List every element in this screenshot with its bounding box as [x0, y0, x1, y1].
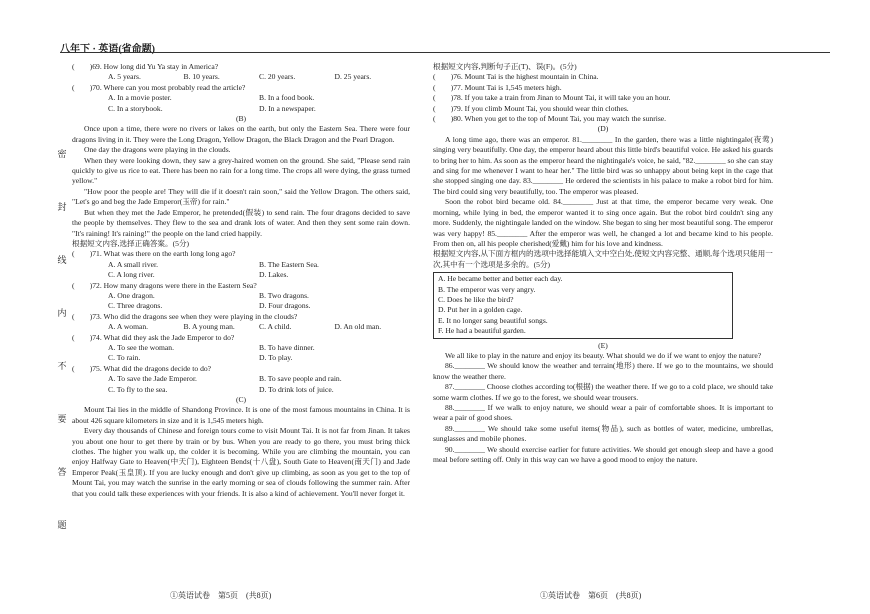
options-74: [72, 343, 410, 364]
option: A. A woman.: [108, 322, 149, 332]
left-column: [72, 62, 410, 499]
options-71: [72, 260, 410, 281]
seal-line-text: [55, 150, 69, 574]
option: B. To save people and rain.: [259, 374, 342, 384]
passage-c-paragraph: Every day thousands of Chinese and foreign tours come to visit Mount Tai. It is not far from Jinan. It takes you about one hour to get there by train or by bus. When you are ready to go there, you must bring thick clothes. The higher you walk up, the colder it is becoming. While you are climbing the mountain, you can enjoy Halfway Gate to Heaven(中天门), Eighteen Bends(十八盘), South Gate to Heaven(南天门) and Jade Emperor Peak(玉皇顶). If you are lucky enough and don't give up climbing, as soon as you get to the top of Mount Tai, you may watch the sunrise in the early morning or sea of clouds following the summer rain. After that you could talk these experiences with your friends. It is also a kind of achievement. You'll never forget it.: [72, 426, 410, 498]
option: C. 20 years.: [259, 72, 296, 82]
question-74: ( )74. What did they ask the Jade Emperor to do?: [72, 332, 235, 342]
question-72: ( )72. How many dragons were there in the Eastern Sea?: [72, 280, 257, 290]
options-box: [433, 272, 733, 338]
box-option: C. Does he like the bird?: [438, 294, 514, 304]
passage-e-paragraph: 89.________ We should take some useful items(物品), such as bottles of water, medicine, umbrellas, sunglasses and mobile phones.: [433, 423, 773, 444]
box-option: A. He became better and better each day.: [438, 274, 563, 284]
seal-char: 封: [57, 202, 67, 212]
option: D. Lakes.: [259, 270, 289, 280]
option: B. The Eastern Sea.: [259, 259, 319, 269]
option: D. Four dragons.: [259, 301, 311, 311]
option: B. In a food book.: [259, 93, 315, 103]
seal-char: 不: [57, 361, 67, 371]
passage-b-paragraph: "How poor the people are! They will die if it doesn't rain soon," said the Yellow Dragon. The others said, "Let's go and beg the Jade Emperor(玉帝) for rain.": [72, 186, 410, 207]
section-c-label: (C): [235, 395, 247, 404]
passage-e-paragraph: 87.________ Choose clothes according to(根据) the weather there. If we go to a cold place, we should take some warm clothes. If we go to the forest, we should wear trousers.: [433, 382, 773, 402]
seal-char: 题: [57, 520, 67, 530]
seal-char: 要: [57, 414, 67, 424]
passage-b-paragraph: Once upon a time, there were no rivers or lakes on the earth, but only the Eastern Sea. There were four dragons living in it. They were the Long Dragon, Yellow Dragon, the Black Dragon and the Pearl Dragon.: [72, 124, 410, 144]
header-rule: [60, 52, 830, 53]
option: A. One dragon.: [108, 290, 155, 300]
section-d-label: (D): [597, 124, 609, 134]
options-69: [72, 72, 410, 82]
passage-b-paragraph: But when they met the Jade Emperor, he pretended(假装) to send rain. The four dragons decided to save the people by themselves. They flew to the sea and drank lots of water. And then they sent some rain down. "It's raining! It's raining!" the people on the land cried happily.: [72, 207, 410, 238]
option: C. A long river.: [108, 270, 155, 280]
passage-e-paragraph: 88.________ If we walk to enjoy nature, we should wear a pair of comfortable shoes. It is important to wear a pair of good shoes.: [433, 403, 773, 423]
passage-d-paragraph: Soon the robot bird became old. 84.________ Just at that time, the emperor became very weak. One morning, while lying in bed, the emperor wanted it to sing once again. But the robot bird couldn't sing any more. Suddenly, the nightingale landed on the window. She began to sing her most beautiful song. The emperor was very happy! 85.________ After the emperor was well, he changed a lot and became kind to his people. From then on, all his people cherished(爱戴) him for his love and kindness.: [433, 197, 773, 248]
tf-question: ( )79. If you climb Mount Tai, you should wear thin clothes.: [433, 103, 629, 113]
option: A. A small river.: [108, 259, 158, 269]
passage-b-paragraph: When they were looking down, they saw a grey-haired women on the ground. She said, "Please send rain quickly to give us rice to eat. There has been no rain for a long time. The crops all were dying, the grass turned yellow.": [72, 155, 410, 186]
option: C. In a storybook.: [108, 103, 163, 113]
option: D. In a newspaper.: [259, 103, 316, 113]
tf-question: ( )77. Mount Tai is 1,545 meters high.: [433, 82, 562, 92]
option: D. To drink lots of juice.: [259, 384, 334, 394]
seal-char: 密: [57, 149, 67, 159]
question-70: ( )70. Where can you most probably read the article?: [72, 82, 246, 92]
option: D. An old man.: [334, 322, 382, 332]
section-e-label: (E): [598, 340, 608, 350]
option: C. To rain.: [108, 353, 141, 363]
question-73: ( )73. Who did the dragons see when they were playing in the clouds?: [72, 311, 298, 321]
question-75: ( )75. What did the dragons decide to do?: [72, 363, 212, 373]
passage-c-paragraph: Mount Tai lies in the middle of Shandong Province. It is one of the most famous mountains in China. It is about 426 square kilometers in size and it is 1,545 meters high.: [72, 405, 410, 425]
tf-question: ( )80. When you get to the top of Mount Tai, you may watch the sunrise.: [433, 114, 667, 124]
instruction-b: 根据短文内容,选择正确答案。(5分): [72, 238, 190, 248]
options-75: [72, 374, 410, 395]
box-option: E. It no longer sang beautiful songs.: [438, 315, 548, 325]
right-column: [433, 62, 773, 465]
passage-e-paragraph: We all like to play in the nature and enjoy its beauty. What should we do if we want to enjoy the nature?: [445, 350, 762, 360]
options-73: [72, 322, 410, 332]
passage-d-paragraph: A long time ago, there was an emperor. 81.________ In the garden, there was a little nightingale(夜莺) singing very beautifully. One day, the emperor heard about this little bird's beautiful voice. He asked his guards to bring her to him. As soon as the emperor heard the nightingale's voice, he said, "82.________ so she can stay and sing for me whenever I want to hear her." The little bird was so unhappy about being kept in the cage that she stopped singing one day. 83.________ He ordered the scientists in his palace to make a robot bird for him. The bird could sing very beautifully, too. The emperor was pleased.: [433, 134, 773, 196]
option: B. 10 years.: [183, 72, 220, 82]
option: B. To have dinner.: [259, 342, 315, 352]
options-72: [72, 291, 410, 312]
section-b-label: (B): [235, 114, 247, 124]
option: D. 25 years.: [334, 72, 372, 82]
question-71: ( )71. What was there on the earth long long ago?: [72, 249, 236, 259]
seal-char: 答: [57, 467, 67, 477]
option: C. Three dragons.: [108, 301, 163, 311]
option: B. Two dragons.: [259, 290, 309, 300]
option: C. A child.: [259, 322, 292, 332]
option: A. To see the woman.: [108, 342, 174, 352]
tf-question: ( )78. If you take a train from Jinan to Mount Tai, it will take you an hour.: [433, 93, 671, 103]
tf-question: ( )76. Mount Tai is the highest mountain in China.: [433, 72, 599, 82]
passage-e-paragraph: 86.________ We should know the weather and terrain(地形) there. If we go to the mountains, we should know the weather there.: [433, 361, 773, 381]
instruction-d: 根据短文内容,从下面方框内的选项中选择能填入文中空白处,使短文内容完整、通顺,每个选项只能用一次,其中有一个选项是多余的。(5分): [433, 249, 773, 269]
left-footer: ①英语试卷 第5页 (共8页): [170, 591, 272, 600]
option: B. A young man.: [183, 322, 235, 332]
option: A. To save the Jade Emperor.: [108, 374, 197, 384]
passage-b-paragraph: One day the dragons were playing in the clouds.: [84, 145, 231, 155]
box-option: D. Put her in a golden cage.: [438, 305, 523, 315]
option: A. 5 years.: [108, 72, 141, 82]
question-69: ( )69. How long did Yu Ya stay in America?: [72, 62, 219, 71]
box-option: F. He had a beautiful garden.: [438, 326, 526, 336]
box-option: B. The emperor was very angry.: [438, 284, 536, 294]
option: A. In a movie poster.: [108, 93, 172, 103]
page-header: 八年下 · 英语(省命题): [60, 44, 155, 55]
passage-e-paragraph: 90.________ We should exercise earlier for future activities. We should get enough sleep and have a good meal before setting off. Only in this way can we have a good mood to enjoy the nature.: [433, 444, 773, 465]
instruction-c: 根据短文内容,判断句子正(T)、误(F)。(5分): [433, 62, 577, 71]
seal-char: 线: [57, 255, 67, 265]
option: D. To play.: [259, 353, 293, 363]
options-70: [72, 93, 410, 114]
seal-char: 内: [57, 308, 67, 318]
right-footer: ①英语试卷 第6页 (共8页): [540, 591, 642, 600]
option: C. To fly to the sea.: [108, 384, 168, 394]
